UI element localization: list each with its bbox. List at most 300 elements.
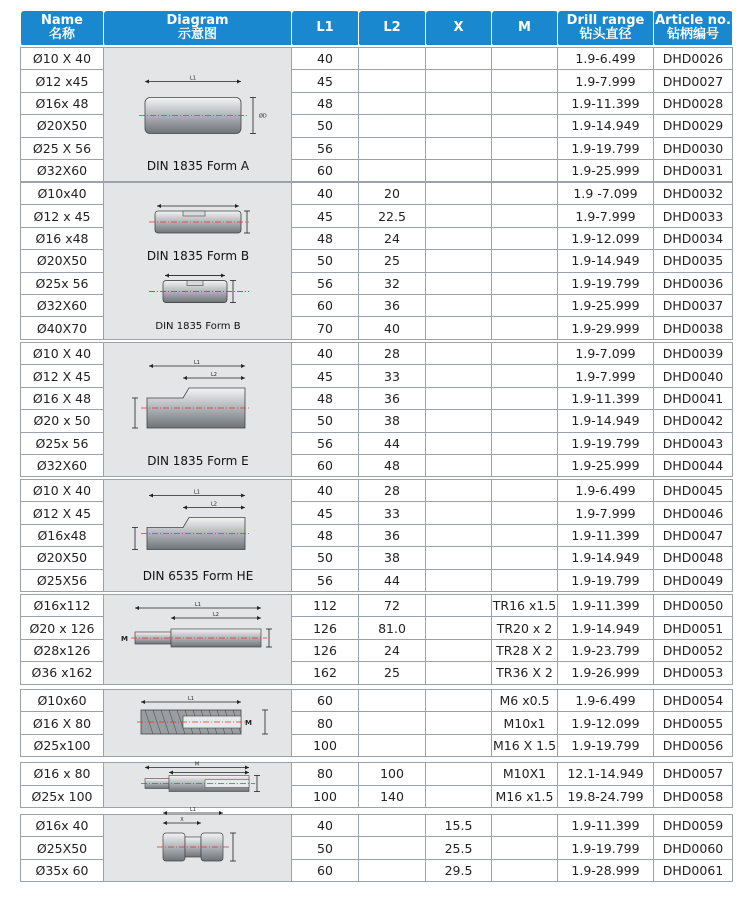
cell-x (426, 317, 492, 339)
m-label: M (194, 761, 199, 768)
cell-x (426, 48, 492, 70)
cell-drill: 1.9-7.999 (558, 205, 654, 227)
cell-m (492, 294, 558, 316)
cell-m (492, 859, 558, 881)
cell-x (426, 227, 492, 249)
size-name: Ø10 X 40 (21, 343, 104, 365)
cell-drill: 1.9-19.799 (558, 734, 654, 756)
cell-article: DHD0031 (654, 159, 733, 181)
cell-x (426, 763, 492, 786)
cell-article: DHD0048 (654, 547, 733, 569)
cell-l1: 100 (292, 734, 359, 756)
shank-diagram (104, 48, 292, 182)
cell-l2 (359, 734, 426, 756)
cell-drill: 1.9-14.949 (558, 250, 654, 272)
cell-drill: 1.9-19.799 (558, 137, 654, 159)
cell-l1: 48 (292, 227, 359, 249)
cell-x (426, 617, 492, 639)
cell-l2 (359, 70, 426, 92)
spec-group-4 (20, 479, 733, 592)
cell-drill: 1.9-6.499 (558, 48, 654, 70)
cell-l2: 33 (359, 365, 426, 387)
cell-m (492, 227, 558, 249)
cell-m (492, 115, 558, 137)
diagram-caption: DIN 1835 Form A (146, 159, 249, 174)
cell-x (426, 480, 492, 502)
cell-drill: 1.9-12.099 (558, 227, 654, 249)
cell-m: M6 x0.5 (492, 690, 558, 712)
cell-drill: 1.9-25.999 (558, 159, 654, 181)
size-name: Ø16x 40 (21, 815, 104, 837)
cell-drill: 1.9-6.499 (558, 690, 654, 712)
cell-l2 (359, 815, 426, 837)
spec-group-3 (20, 342, 733, 477)
cell-m (492, 205, 558, 227)
l1-label: L1 (189, 806, 196, 813)
cell-article: DHD0040 (654, 365, 733, 387)
cell-l1: 48 (292, 387, 359, 409)
cell-l1: 80 (292, 763, 359, 786)
cell-drill: 1.9-11.399 (558, 387, 654, 409)
cell-article: DHD0035 (654, 250, 733, 272)
cell-l2: 25 (359, 662, 426, 684)
cell-l2: 38 (359, 547, 426, 569)
cell-drill: 1.9-14.949 (558, 547, 654, 569)
cell-drill: 1.9-12.099 (558, 712, 654, 734)
cell-l1: 100 (292, 785, 359, 808)
col-l1: L1 (292, 11, 359, 46)
cell-x (426, 250, 492, 272)
l1-label: L1 (193, 360, 200, 367)
table-row (21, 480, 733, 502)
spec-group-7 (20, 762, 733, 808)
cell-article: DHD0029 (654, 115, 733, 137)
flat-notch (183, 211, 205, 216)
size-name: Ø16 x 80 (21, 763, 104, 786)
cell-drill: 1.9-7.999 (558, 502, 654, 524)
cell-article: DHD0046 (654, 502, 733, 524)
cell-drill: 1.9-14.949 (558, 115, 654, 137)
diagram-drawing (105, 806, 291, 878)
cell-l2: 81.0 (359, 617, 426, 639)
cell-article: DHD0028 (654, 92, 733, 114)
cell-m (492, 365, 558, 387)
cell-article: DHD0042 (654, 410, 733, 432)
cell-article: DHD0060 (654, 837, 733, 859)
cell-m (492, 387, 558, 409)
cell-x (426, 547, 492, 569)
cell-article: DHD0030 (654, 137, 733, 159)
cell-l1: 40 (292, 815, 359, 837)
cell-x (426, 639, 492, 661)
cell-article: DHD0033 (654, 205, 733, 227)
cell-m (492, 343, 558, 365)
shank-diagram (104, 343, 292, 477)
cell-m (492, 480, 558, 502)
cell-l2 (359, 115, 426, 137)
size-name: Ø32X60 (21, 159, 104, 181)
diagram-drawing (105, 185, 291, 333)
cell-article: DHD0055 (654, 712, 733, 734)
m-label: M (244, 718, 252, 727)
cell-l1: 50 (292, 250, 359, 272)
l1-label: L1 (187, 695, 194, 702)
cell-drill: 1.9-23.799 (558, 639, 654, 661)
shank-diagram (104, 763, 292, 808)
table-row (21, 343, 733, 365)
diagram-drawing (105, 481, 291, 586)
size-name: Ø20X50 (21, 547, 104, 569)
cell-article: DHD0044 (654, 454, 733, 476)
spec-group-2 (20, 182, 733, 340)
cell-m: TR36 X 2 (492, 662, 558, 684)
cell-x: 15.5 (426, 815, 492, 837)
cell-m (492, 317, 558, 339)
cell-m (492, 250, 558, 272)
cell-article: DHD0036 (654, 272, 733, 294)
size-name: Ø36 x162 (21, 662, 104, 684)
cell-l2: 140 (359, 785, 426, 808)
shank-diagram (104, 183, 292, 340)
cell-x (426, 343, 492, 365)
col-name: Name 名称 (21, 11, 104, 46)
diagram-caption-2: DIN 1835 Form B (154, 321, 241, 333)
cell-x (426, 712, 492, 734)
cell-x (426, 205, 492, 227)
cell-l2: 24 (359, 227, 426, 249)
cell-l2: 44 (359, 432, 426, 454)
cell-l2 (359, 137, 426, 159)
cell-l2: 20 (359, 183, 426, 205)
cell-x (426, 115, 492, 137)
cell-article: DHD0058 (654, 785, 733, 808)
cell-drill: 1.9-11.399 (558, 92, 654, 114)
size-name: Ø12 x 45 (21, 205, 104, 227)
cell-article: DHD0049 (654, 569, 733, 591)
cell-l1: 40 (292, 343, 359, 365)
x-label: X (179, 816, 184, 823)
size-name: Ø25x 56 (21, 432, 104, 454)
cell-article: DHD0050 (654, 595, 733, 617)
cell-l2: 36 (359, 524, 426, 546)
size-name: Ø20X50 (21, 250, 104, 272)
diagram-drawing (105, 763, 291, 804)
cell-m (492, 454, 558, 476)
cell-l1: 60 (292, 859, 359, 881)
cell-l2: 22.5 (359, 205, 426, 227)
flat-notch (187, 281, 203, 286)
diagram-caption: DIN 1835 Form E (146, 454, 249, 469)
cell-l2: 100 (359, 763, 426, 786)
diameter-label: ØD (258, 113, 267, 120)
cell-x (426, 410, 492, 432)
m-label: M (120, 634, 128, 643)
cell-l1: 50 (292, 410, 359, 432)
cell-m (492, 183, 558, 205)
cell-drill: 1.9-19.799 (558, 272, 654, 294)
cell-l1: 40 (292, 48, 359, 70)
col-l2: L2 (359, 11, 426, 46)
cell-m (492, 48, 558, 70)
cell-article: DHD0052 (654, 639, 733, 661)
cell-l1: 45 (292, 365, 359, 387)
cell-l1: 60 (292, 690, 359, 712)
shank-diagram (104, 595, 292, 685)
l2-label: L2 (210, 501, 217, 508)
cell-article: DHD0041 (654, 387, 733, 409)
size-name: Ø25x100 (21, 734, 104, 756)
size-name: Ø20 x 50 (21, 410, 104, 432)
diagram-drawing (105, 50, 291, 176)
cell-l2: 25 (359, 250, 426, 272)
cell-l1: 60 (292, 294, 359, 316)
cell-drill: 1.9-7.999 (558, 365, 654, 387)
table-row (21, 763, 733, 786)
cell-drill: 1.9-14.949 (558, 410, 654, 432)
cell-article: DHD0032 (654, 183, 733, 205)
cell-x (426, 137, 492, 159)
cell-article: DHD0037 (654, 294, 733, 316)
spec-group-6 (20, 689, 733, 757)
cell-article: DHD0043 (654, 432, 733, 454)
cell-drill: 1.9-19.799 (558, 837, 654, 859)
size-name: Ø10x40 (21, 183, 104, 205)
cell-article: DHD0054 (654, 690, 733, 712)
thread-bore (183, 716, 241, 728)
cell-l1: 60 (292, 159, 359, 181)
l2-label: L2 (210, 372, 217, 379)
shank-diagram (104, 480, 292, 592)
size-name: Ø10 X 40 (21, 480, 104, 502)
cell-article: DHD0039 (654, 343, 733, 365)
l2-label: L2 (212, 611, 219, 618)
cell-x (426, 183, 492, 205)
cell-article: DHD0051 (654, 617, 733, 639)
cell-x: 25.5 (426, 837, 492, 859)
cell-article: DHD0059 (654, 815, 733, 837)
size-name: Ø12 X 45 (21, 502, 104, 524)
cell-l1: 45 (292, 502, 359, 524)
cell-m (492, 70, 558, 92)
cell-x (426, 502, 492, 524)
cell-l2 (359, 837, 426, 859)
cell-x (426, 569, 492, 591)
cell-x: 29.5 (426, 859, 492, 881)
size-name: Ø20 x 126 (21, 617, 104, 639)
cell-l2 (359, 859, 426, 881)
cell-m: TR20 x 2 (492, 617, 558, 639)
cell-l1: 56 (292, 137, 359, 159)
cell-x (426, 524, 492, 546)
cell-l2 (359, 712, 426, 734)
cell-drill: 1.9-11.399 (558, 524, 654, 546)
cell-l2: 40 (359, 317, 426, 339)
size-name: Ø16 X 48 (21, 387, 104, 409)
cell-x (426, 294, 492, 316)
cell-drill: 1.9-29.999 (558, 317, 654, 339)
cell-drill: 1.9-11.399 (558, 815, 654, 837)
col-x: X (426, 11, 492, 46)
cell-x (426, 662, 492, 684)
cell-l1: 162 (292, 662, 359, 684)
table-row (21, 48, 733, 70)
cell-m (492, 837, 558, 859)
cell-m: TR28 X 2 (492, 639, 558, 661)
shank-body (145, 98, 241, 134)
size-name: Ø16 x48 (21, 227, 104, 249)
cell-x (426, 365, 492, 387)
cell-l1: 45 (292, 70, 359, 92)
cell-l1: 56 (292, 569, 359, 591)
col-drill-range: Drill range 钻头直径 (558, 11, 654, 46)
col-m: M (492, 11, 558, 46)
cell-m (492, 524, 558, 546)
table-row (21, 595, 733, 617)
cell-x (426, 92, 492, 114)
cell-article: DHD0056 (654, 734, 733, 756)
cell-m: M16 X 1.5 (492, 734, 558, 756)
cell-l2: 72 (359, 595, 426, 617)
cell-drill: 1.9-11.399 (558, 595, 654, 617)
size-name: Ø32X60 (21, 294, 104, 316)
cell-drill: 1.9-7.999 (558, 70, 654, 92)
size-name: Ø25x 100 (21, 785, 104, 808)
cell-m: M10X1 (492, 763, 558, 786)
cell-x (426, 387, 492, 409)
diagram-drawing (105, 691, 291, 753)
cell-m (492, 547, 558, 569)
cell-l1: 40 (292, 480, 359, 502)
cell-l1: 45 (292, 205, 359, 227)
cell-l2: 28 (359, 480, 426, 502)
cell-l2: 36 (359, 294, 426, 316)
size-name: Ø16x 48 (21, 92, 104, 114)
diagram-drawing (105, 596, 291, 680)
cell-l2: 44 (359, 569, 426, 591)
l1-label: L1 (194, 601, 201, 608)
size-name: Ø25X50 (21, 837, 104, 859)
cell-l2: 48 (359, 454, 426, 476)
cell-m (492, 159, 558, 181)
size-name: Ø40X70 (21, 317, 104, 339)
cell-m (492, 815, 558, 837)
cell-l1: 112 (292, 595, 359, 617)
table-row (21, 815, 733, 837)
cell-l1: 70 (292, 317, 359, 339)
cell-article: DHD0027 (654, 70, 733, 92)
diagram-drawing (105, 345, 291, 471)
cell-m (492, 569, 558, 591)
size-name: Ø25x 56 (21, 272, 104, 294)
cell-l1: 48 (292, 92, 359, 114)
size-name: Ø16 X 80 (21, 712, 104, 734)
diagram-caption: DIN 6535 Form HE (142, 569, 253, 584)
cell-m (492, 137, 558, 159)
cell-article: DHD0053 (654, 662, 733, 684)
cell-l1: 126 (292, 639, 359, 661)
cell-drill: 1.9-19.799 (558, 569, 654, 591)
cell-m (492, 92, 558, 114)
size-name: Ø12 X 45 (21, 365, 104, 387)
cell-x (426, 70, 492, 92)
cell-l2 (359, 690, 426, 712)
cell-x (426, 734, 492, 756)
cell-drill: 1.9-6.499 (558, 480, 654, 502)
cell-article: DHD0045 (654, 480, 733, 502)
cell-drill: 19.8-24.799 (558, 785, 654, 808)
size-name: Ø16x112 (21, 595, 104, 617)
cell-l1: 40 (292, 183, 359, 205)
size-name: Ø12 x45 (21, 70, 104, 92)
cell-drill: 1.9-26.999 (558, 662, 654, 684)
cell-l1: 56 (292, 432, 359, 454)
cell-x (426, 432, 492, 454)
diagram-caption: DIN 1835 Form B (146, 249, 249, 264)
spec-group-1 (20, 47, 733, 182)
table-row (21, 183, 733, 205)
cell-drill: 1.9-14.949 (558, 617, 654, 639)
cell-article: DHD0034 (654, 227, 733, 249)
size-name: Ø35x 60 (21, 859, 104, 881)
cell-x (426, 690, 492, 712)
cell-l2 (359, 92, 426, 114)
size-name: Ø25X56 (21, 569, 104, 591)
size-name: Ø32X60 (21, 454, 104, 476)
cell-l2: 36 (359, 387, 426, 409)
cell-article: DHD0057 (654, 763, 733, 786)
cell-l2 (359, 48, 426, 70)
cell-m (492, 410, 558, 432)
size-name: Ø10 X 40 (21, 48, 104, 70)
size-name: Ø16x48 (21, 524, 104, 546)
cell-x (426, 785, 492, 808)
table-row (21, 690, 733, 712)
cell-article: DHD0061 (654, 859, 733, 881)
header-table (20, 10, 733, 46)
cell-article: DHD0038 (654, 317, 733, 339)
cell-l1: 56 (292, 272, 359, 294)
cell-drill: 1.9-25.999 (558, 454, 654, 476)
spec-group-8 (20, 806, 733, 882)
cell-l1: 48 (292, 524, 359, 546)
cell-m: TR16 x1.5 (492, 595, 558, 617)
cell-drill: 1.9-25.999 (558, 294, 654, 316)
cell-l1: 50 (292, 115, 359, 137)
cell-l2: 28 (359, 343, 426, 365)
cell-x (426, 272, 492, 294)
size-name: Ø28x126 (21, 639, 104, 661)
cell-m: M10x1 (492, 712, 558, 734)
spec-group-5 (20, 594, 733, 685)
col-article-no: Article no. 钻柄编号 (654, 11, 733, 46)
shank-diagram (104, 806, 292, 882)
size-name: Ø10x60 (21, 690, 104, 712)
cell-drill: 1.9-28.999 (558, 859, 654, 881)
cell-x (426, 159, 492, 181)
shank-diagram (104, 690, 292, 757)
cell-m (492, 432, 558, 454)
cell-drill: 12.1-14.949 (558, 763, 654, 786)
col-diagram: Diagram 示意图 (104, 11, 292, 46)
cell-l2: 33 (359, 502, 426, 524)
cell-l1: 60 (292, 454, 359, 476)
l1-label: L1 (189, 75, 196, 82)
cell-article: DHD0026 (654, 48, 733, 70)
cell-l1: 126 (292, 617, 359, 639)
cell-l2: 38 (359, 410, 426, 432)
l1-label: L1 (193, 489, 200, 496)
cell-x (426, 595, 492, 617)
